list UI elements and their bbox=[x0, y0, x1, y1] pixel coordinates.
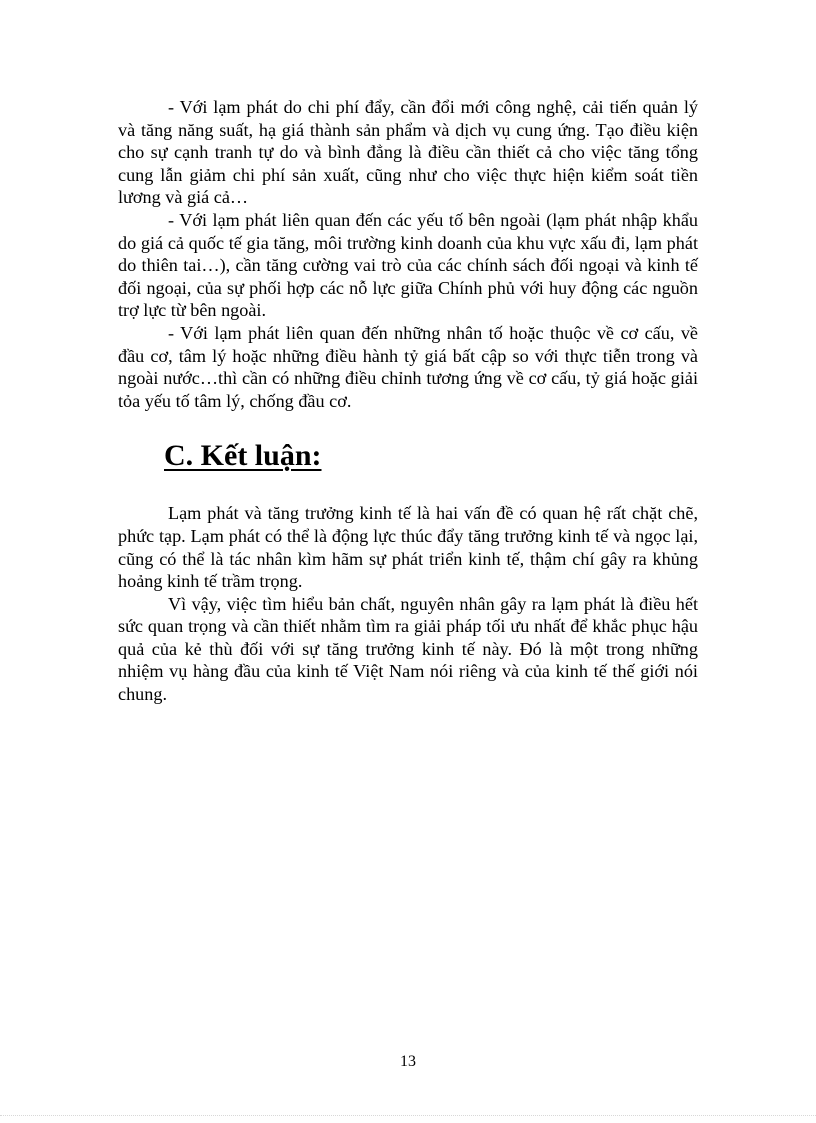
page-body bbox=[118, 96, 698, 706]
page-number: 13 bbox=[400, 1053, 416, 1070]
paragraph-structural-factors: - Với lạm phát liên quan đến những nhân tố hoặc thuộc về cơ cấu, về đầu cơ, tâm lý hoặc những điều hành tỷ giá bất cập so với thực tiễn trong và ngoài nước…thì cần có những điều chỉnh tương ứng về cơ cấu, tỷ giá hoặc giải tỏa yếu tố tâm lý, chống đầu cơ. bbox=[118, 322, 698, 411]
page-bottom-divider bbox=[0, 1115, 816, 1116]
paragraph-conclusion-2: Vì vậy, việc tìm hiểu bản chất, nguyên nhân gây ra lạm phát là điều hết sức quan trọng và cần thiết nhằm tìm ra giải pháp tối ưu nhất để khắc phục hậu quả của kẻ thù đối với sự tăng trưởng kinh tế này. Đó là một trong những nhiệm vụ hàng đầu của kinh tế Việt Nam nói riêng và của kinh tế thế giới nói chung. bbox=[118, 593, 698, 705]
paragraph-external-factors: - Với lạm phát liên quan đến các yếu tố bên ngoài (lạm phát nhập khẩu do giá cả quốc tế gia tăng, môi trường kinh doanh của khu vực xấu đi, lạm phát do thiên tai…), cần tăng cường vai trò của các chính sách đối ngoại và kinh tế đối ngoại, của sự phối hợp các nỗ lực giữa Chính phủ với huy động các nguồn trợ lực từ bên ngoài. bbox=[118, 209, 698, 321]
conclusion-section bbox=[118, 502, 698, 705]
paragraph-cost-push: - Với lạm phát do chi phí đẩy, cần đổi mới công nghệ, cải tiến quản lý và tăng năng suất, hạ giá thành sản phẩm và dịch vụ cung ứng. Tạo điều kiện cho sự cạnh tranh tự do và bình đẳng là điều cần thiết cả cho việc tăng tổng cung lẫn giảm chi phí sản xuất, cũng như cho việc thực hiện kiểm soát tiền lương và giá cả… bbox=[118, 97, 698, 208]
paragraph-conclusion-1: Lạm phát và tăng trưởng kinh tế là hai vấn đề có quan hệ rất chặt chẽ, phức tạp. Lạm phát có thể là động lực thúc đẩy tăng trưởng kinh tế và ngọc lại, cũng có thể là tác nhân kìm hãm sự phát triển kinh tế, thậm chí gây ra khủng hoảng kinh tế trầm trọng. bbox=[118, 503, 698, 592]
section-heading-conclusion: C. Kết luận: bbox=[164, 439, 322, 473]
